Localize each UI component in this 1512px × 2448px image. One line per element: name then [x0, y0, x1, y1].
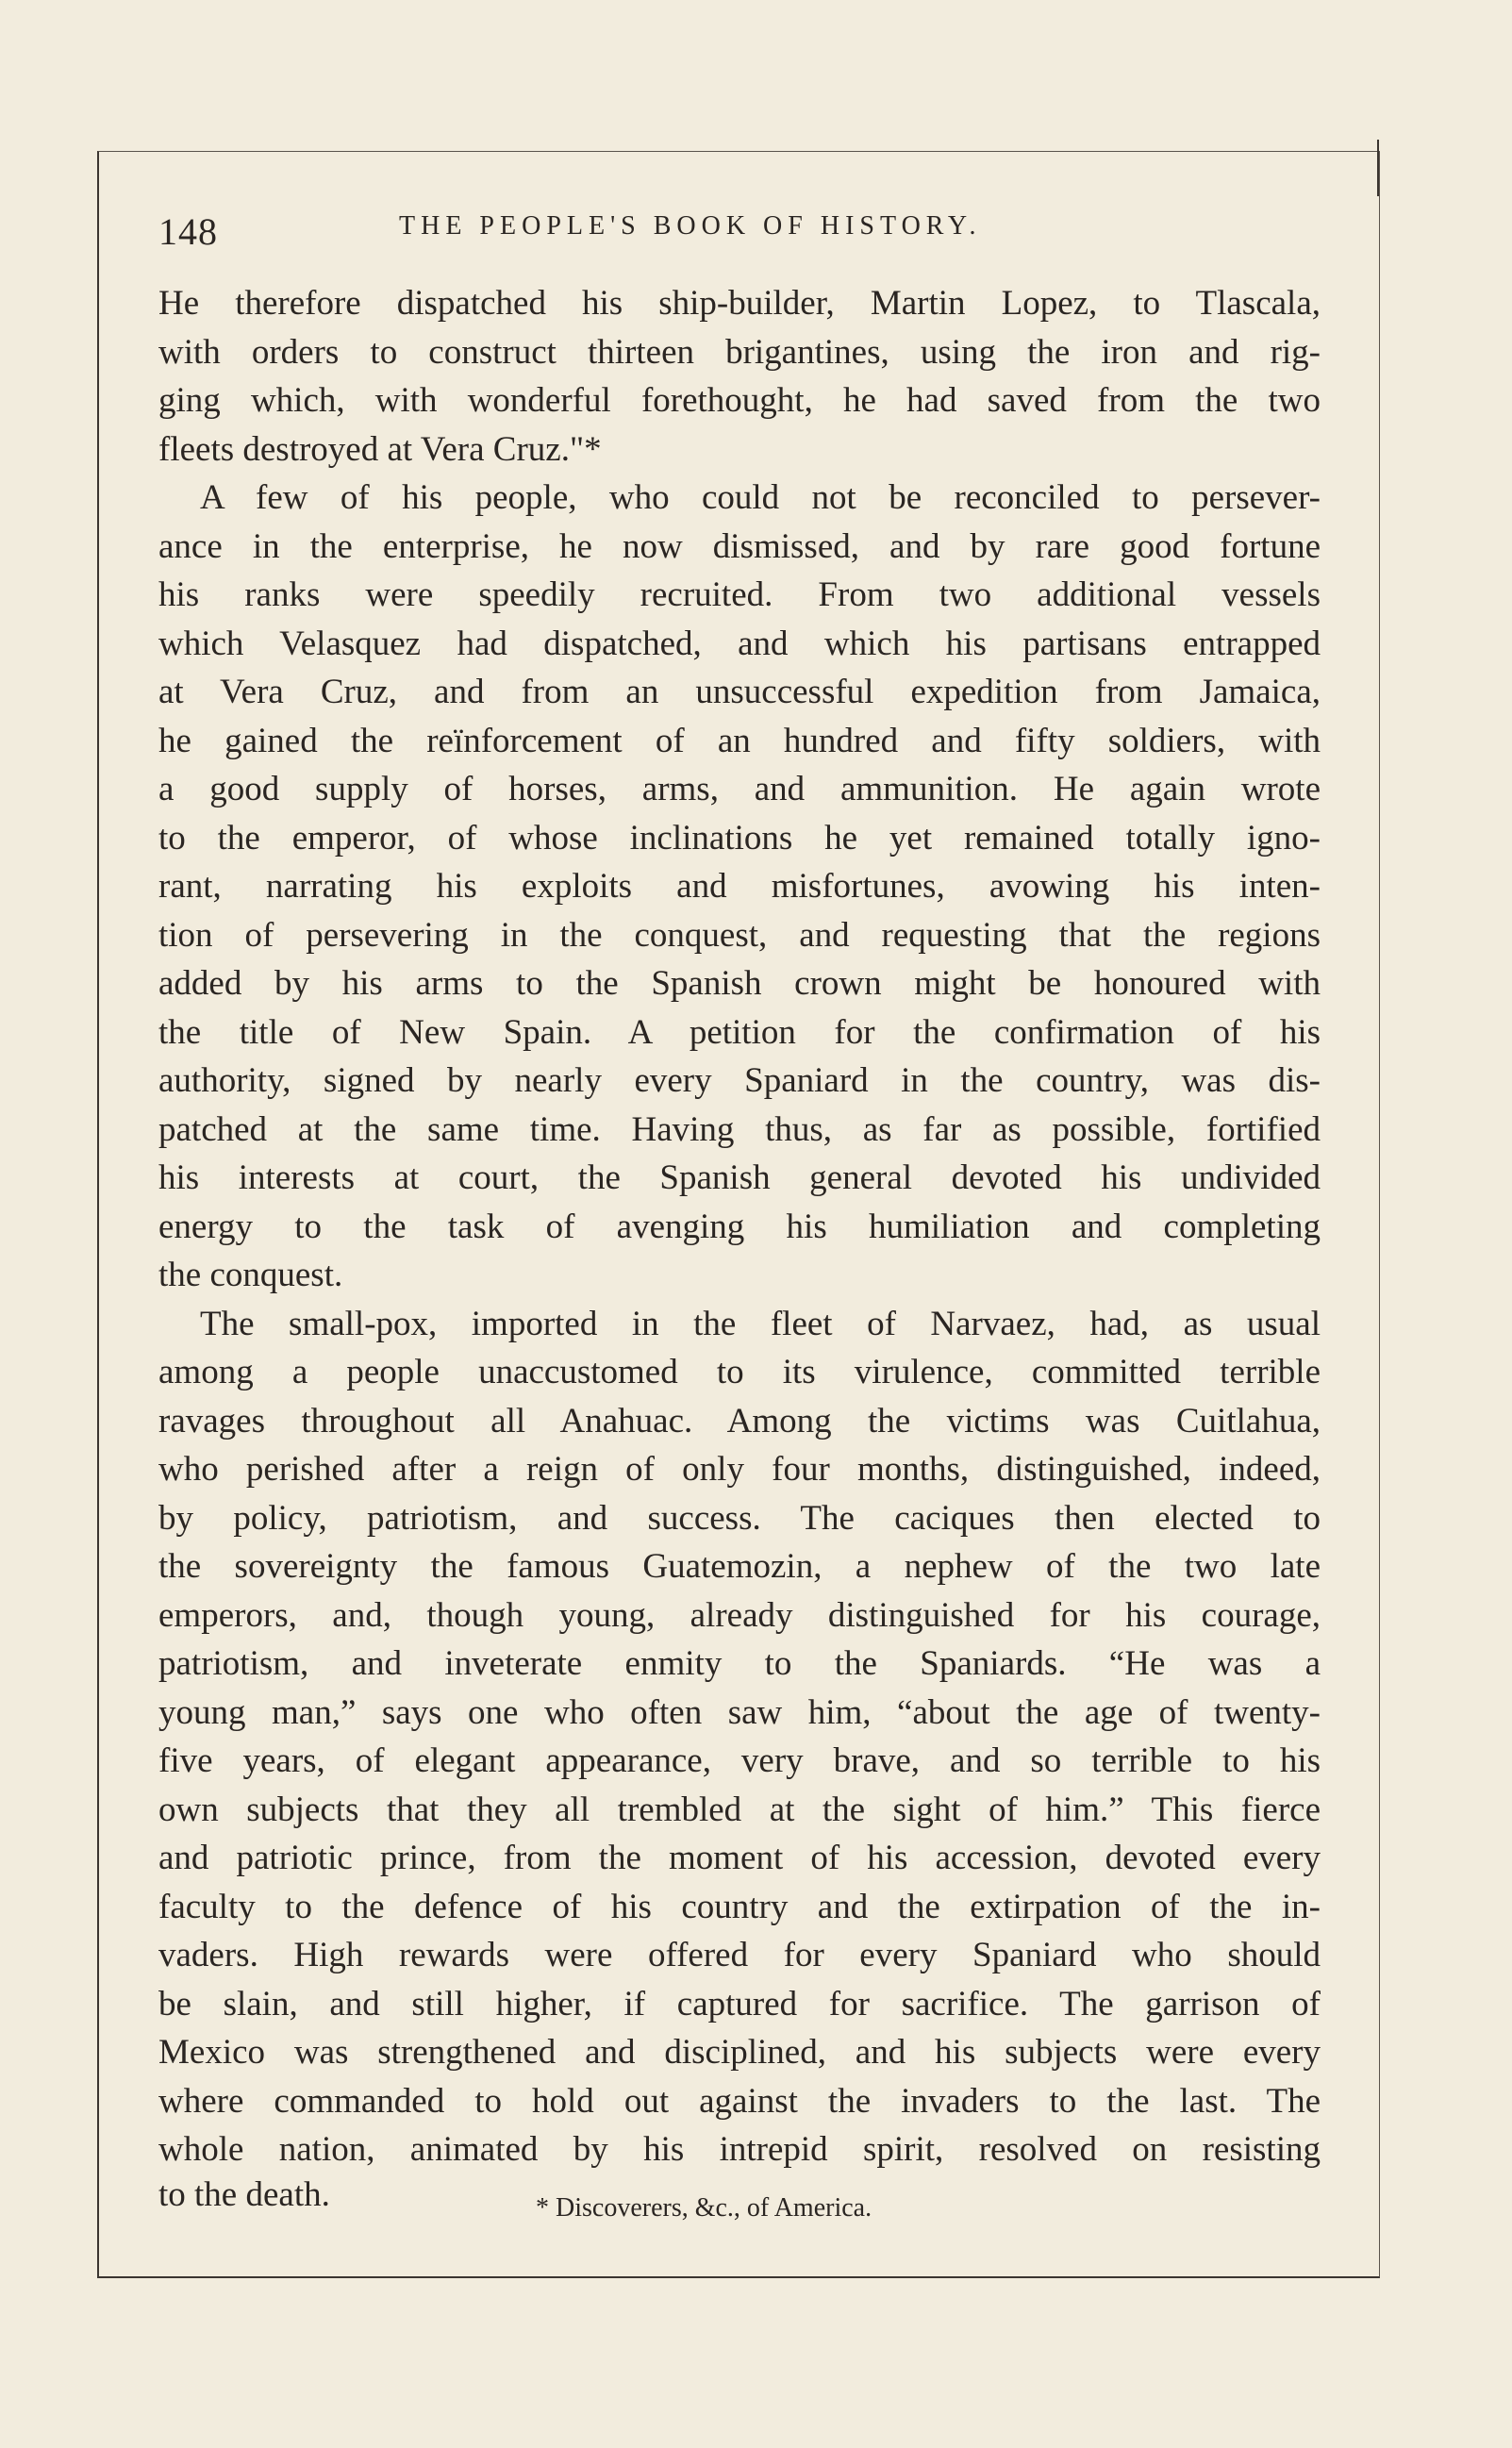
text-line: the sovereignty the famous Guatemozin, a nephew of the two late — [158, 1547, 1321, 1586]
text-line: with orders to construct thirteen brigantines, using the iron and rig- — [158, 332, 1321, 372]
text-line: where commanded to hold out against the invaders to the last. The — [158, 2081, 1321, 2121]
text-line: rant, narrating his exploits and misfortunes, avowing his inten- — [158, 867, 1321, 906]
text-line: he gained the reïnforcement of an hundred and fifty soldiers, with — [158, 721, 1321, 760]
text-line: patriotism, and inveterate enmity to the Spaniards. “He was a — [158, 1644, 1321, 1683]
body-text — [158, 279, 1321, 2223]
text-line: fleets destroyed at Vera Cruz."* — [158, 429, 602, 469]
text-line: faculty to the defence of his country and the extirpation of the in- — [158, 1887, 1321, 1926]
text-line: young man,” says one who often saw him, “about the age of twenty- — [158, 1692, 1321, 1732]
text-line: energy to the task of avenging his humiliation and completing — [158, 1207, 1321, 1246]
text-line: The small-pox, imported in the fleet of Narvaez, had, as usual — [200, 1304, 1321, 1343]
text-line: tion of persevering in the conquest, and requesting that the regions — [158, 915, 1321, 955]
text-line: to the emperor, of whose inclinations he yet remained totally igno- — [158, 818, 1321, 858]
text-line: He therefore dispatched his ship-builder, Martin Lopez, to Tlascala, — [158, 284, 1321, 323]
page-border-corner — [1377, 140, 1379, 196]
text-line: A few of his people, who could not be reconciled to persever- — [200, 478, 1321, 517]
text-line: by policy, patriotism, and success. The caciques then elected to — [158, 1498, 1321, 1538]
text-line: authority, signed by nearly every Spaniard in the country, was dis- — [158, 1061, 1321, 1100]
text-line: who perished after a reign of only four months, distinguished, indeed, — [158, 1450, 1321, 1489]
text-line: and patriotic prince, from the moment of his accession, devoted every — [158, 1839, 1321, 1877]
text-line: his ranks were speedily recruited. From two additional vessels — [158, 575, 1321, 614]
page-number: 148 — [158, 210, 218, 253]
text-line: the title of New Spain. A petition for the confirmation of his — [158, 1012, 1321, 1052]
text-line: own subjects that they all trembled at the sight of him.” This fierce — [158, 1790, 1321, 1829]
text-line: whole nation, animated by his intrepid spirit, resolved on resisting — [158, 2130, 1321, 2169]
text-line: Mexico was strengthened and disciplined, and his subjects were every — [158, 2033, 1321, 2072]
text-line: vaders. High rewards were offered for every Spaniard who should — [158, 1936, 1321, 1974]
text-line: be slain, and still higher, if captured for sacrifice. The garrison of — [158, 1984, 1321, 2023]
text-line: to the death. — [158, 2174, 330, 2214]
text-line: added by his arms to the Spanish crown might be honoured with — [158, 964, 1321, 1003]
text-line: which Velasquez had dispatched, and which his partisans entrapped — [158, 624, 1321, 663]
text-line: among a people unaccustomed to its virulence, committed terrible — [158, 1353, 1321, 1391]
text-line: at Vera Cruz, and from an unsuccessful expedition from Jamaica, — [158, 673, 1321, 711]
text-line: ance in the enterprise, he now dismissed, and by rare good fortune — [158, 526, 1321, 566]
text-line: the conquest. — [158, 1256, 343, 1294]
text-line: patched at the same time. Having thus, as far as possible, fortified — [158, 1109, 1321, 1149]
text-line: ging which, with wonderful forethought, he had saved from the two — [158, 381, 1321, 420]
running-title: THE PEOPLE'S BOOK OF HISTORY. — [399, 211, 982, 241]
final-line-row — [158, 2174, 1321, 2223]
page-header — [158, 200, 1347, 257]
text-line: emperors, and, though young, already distinguished for his courage, — [158, 1595, 1321, 1635]
text-line: a good supply of horses, arms, and ammunition. He again wrote — [158, 770, 1321, 808]
text-line: his interests at court, the Spanish general devoted his undivided — [158, 1158, 1321, 1197]
text-line: five years, of elegant appearance, very brave, and so terrible to his — [158, 1741, 1321, 1780]
footnote: * Discoverers, &c., of America. — [536, 2192, 872, 2223]
text-line: ravages throughout all Anahuac. Among the victims was Cuitlahua, — [158, 1401, 1321, 1440]
